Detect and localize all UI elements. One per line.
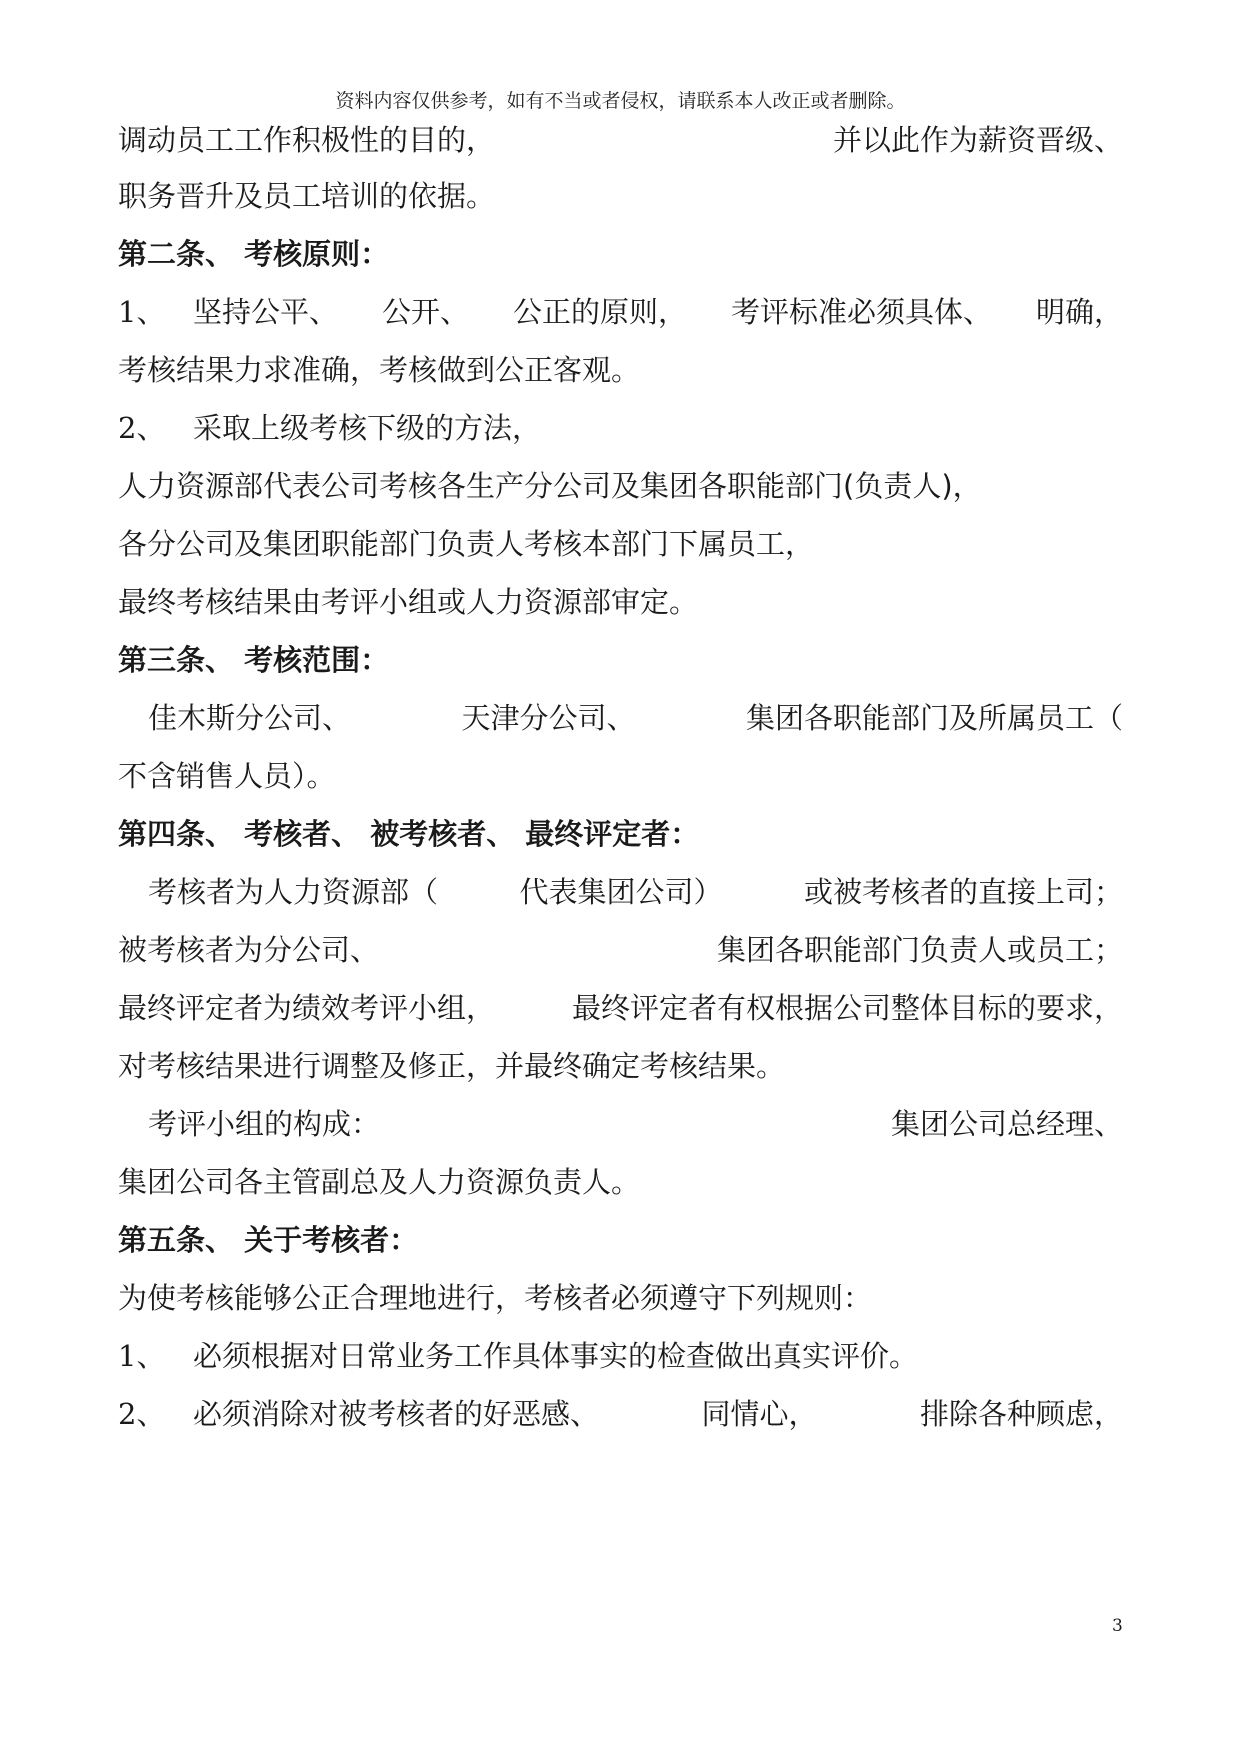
page-header-notice: 资料内容仅供参考，如有不当或者侵权，请联系本人改正或者删除。 [335,90,906,112]
text-segment: 并以此作为薪资晋级、 [832,123,1123,157]
paragraph-line: 为使考核能够公正合理地进行，考核者必须遵守下列规则： [118,1281,873,1315]
text-segment: 公开、 [381,295,469,329]
section-heading-2: 第二条、 考核原则： [118,237,390,271]
text-segment: 考核者为人力资源部（ [148,875,439,909]
text-segment: 公正的原则， [512,295,687,329]
section-heading-5: 第五条、 关于考核者： [118,1223,419,1257]
text-segment: 最终评定者有权根据公司整体目标的要求， [571,991,1123,1025]
text-segment: 最终评定者为绩效考评小组， [118,991,496,1025]
text-segment: 代表集团公司） [519,875,723,909]
text-segment: 调动员工工作积极性的目的， [118,123,496,157]
list-number: 1、 [118,295,166,329]
paragraph-line: 集团公司各主管副总及人力资源负责人。 [118,1165,641,1199]
paragraph-line: 职务晋升及员工培训的依据。 [118,179,496,213]
list-number: 1、 [118,1339,166,1373]
paragraph-line: 考核结果力求准确，考核做到公正客观。 [118,353,641,387]
list-item-text: 采取上级考核下级的方法， [193,411,542,445]
text-segment: 考评小组的构成： [148,1107,381,1141]
list-item-text: 必须根据对日常业务工作具体事实的检查做出真实评价。 [193,1339,919,1373]
paragraph-line: 不含销售人员）。 [118,759,336,793]
text-segment: 集团公司总经理、 [890,1107,1123,1141]
text-segment: 天津分公司、 [461,701,636,735]
text-segment: 同情心， [701,1397,818,1431]
rule-item-2 [118,1394,1123,1434]
list-number: 2、 [118,411,166,445]
text-segment: 集团各职能部门及所属员工（ [745,701,1123,735]
text-segment: 被考核者为分公司、 [118,933,380,967]
paragraph-line: 对考核结果进行调整及修正，并最终确定考核结果。 [118,1049,786,1083]
text-segment: 排除各种顾虑， [919,1397,1123,1431]
text-segment: 明确， [1035,295,1123,329]
paragraph-line: 最终考核结果由考评小组或人力资源部审定。 [118,585,699,619]
text-segment: 必须消除对被考核者的好恶感、 [193,1397,600,1431]
text-segment: 坚持公平、 [193,295,339,329]
paragraph-line [148,1104,1123,1144]
rule-item-1 [118,1336,1123,1376]
list-number: 2、 [118,1397,166,1431]
list-item-text [193,1394,1123,1434]
paragraph-line [148,698,1123,738]
text-segment: 佳木斯分公司、 [148,701,352,735]
section-heading-3: 第三条、 考核范围： [118,643,390,677]
list-item-1 [118,292,1123,332]
paragraph-line [148,872,1123,912]
text-segment: 考评标准必须具体、 [730,295,992,329]
paragraph-line [118,988,1123,1028]
text-segment: 集团各职能部门负责人或员工； [716,933,1123,967]
paragraph-line: 各分公司及集团职能部门负责人考核本部门下属员工， [118,527,815,561]
section-heading-4: 第四条、 考核者、 被考核者、 最终评定者： [118,817,700,851]
text-segment: 或被考核者的直接上司； [803,875,1123,909]
list-item-text [193,292,1123,332]
list-item-2 [118,408,1123,448]
page-number: 3 [1112,1616,1123,1636]
paragraph-line [118,930,1123,970]
paragraph-line: 人力资源部代表公司考核各生产分公司及集团各职能部门(负责人)， [118,469,982,503]
paragraph-line [118,120,1123,160]
